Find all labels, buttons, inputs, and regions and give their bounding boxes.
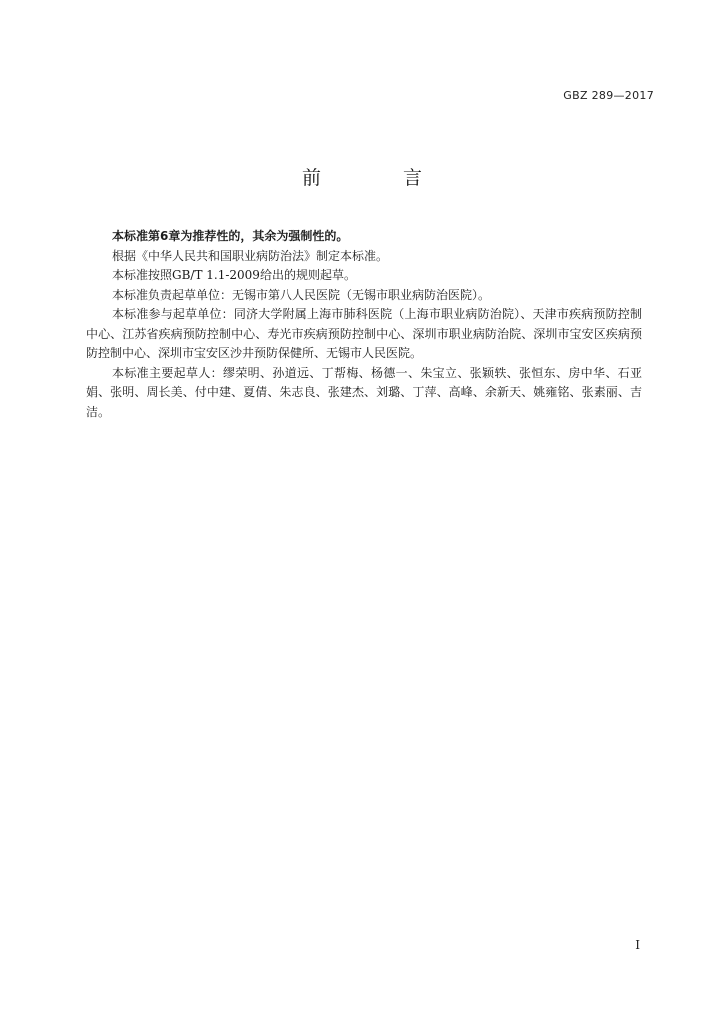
paragraph-legal-basis: 根据《中华人民共和国职业病防治法》制定本标准。 [112,248,389,263]
paragraph-clause-note: 本标准第6章为推荐性的，其余为强制性的。 [112,229,349,243]
paragraph-participating-units: 本标准参与起草单位：同济大学附属上海市肺科医院（上海市职业病防治院）、天津市疾病预防控制中心、江苏省疾病预防控制中心、寿光市疾病预防控制中心、深圳市职业病防治院、深圳市宝安区疾病预防控制中心、深圳市宝安区沙井预防保健所、无锡市人民医院。 [86,307,642,360]
paragraph-main-drafters: 本标准主要起草人：缪荣明、孙道远、丁帮梅、杨德一、朱宝立、张颖轶、张恒东、房中华、石亚娟、张明、周长美、付中建、夏倩、朱志良、张建杰、刘璐、丁萍、高峰、余新天、姚雍铭、张素丽、吉洁。 [86,365,642,419]
page-title: 前 言 [301,167,461,189]
paragraph-responsible-unit: 本标准负责起草单位：无锡市第八人民医院（无锡市职业病防治医院）。 [112,287,491,302]
standard-code: GBZ 289—2017 [563,89,654,102]
foreword-body [86,227,642,422]
paragraph-drafting-rules: 本标准按照GB/T 1.1-2009给出的规则起草。 [112,268,356,282]
page-number: I [635,938,640,952]
